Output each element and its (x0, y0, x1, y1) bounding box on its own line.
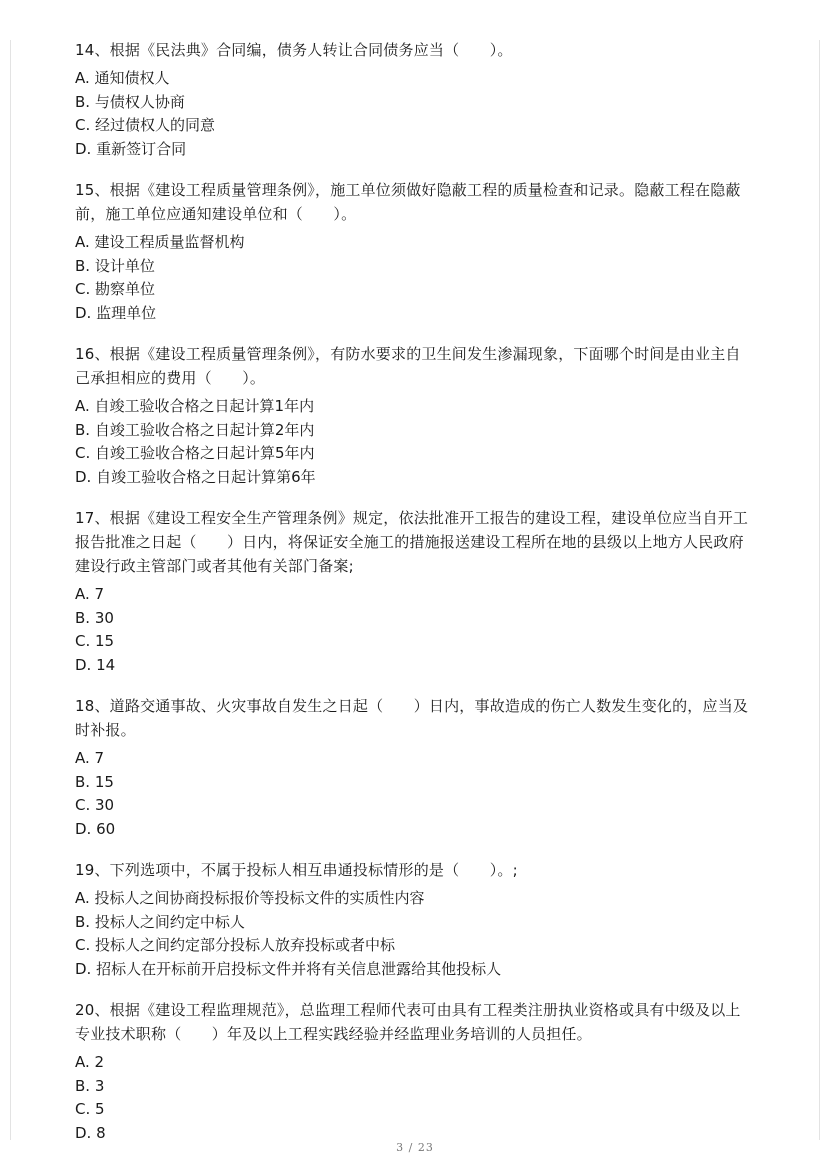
question-stem: 17、根据《建设工程安全生产管理条例》规定，依法批准开工报告的建设工程，建设单位应当自开工报告批准之日起（ ）日内，将保证安全施工的措施报送建设工程所在地的县级以上地方人民政府建设行政主管部门或者其他有关部门备案; (75, 509, 749, 575)
option-c: C. 5 (75, 1100, 105, 1118)
question-stem: 15、根据《建设工程质量管理条例》，施工单位须做好隐蔽工程的质量检查和记录。隐蔽工程在隐蔽前，施工单位应通知建设单位和（ ）。 (75, 181, 741, 223)
option-b: B. 30 (75, 608, 114, 627)
option-a: A. 2 (75, 1053, 105, 1071)
option-d: D. 60 (75, 819, 116, 838)
question-16 (75, 342, 755, 489)
option-d: D. 重新签订合同 (75, 139, 187, 158)
question-stem: 14、根据《民法典》合同编，债务人转让合同债务应当（ ）。 (75, 41, 513, 59)
option-a: A. 建设工程质量监督机构 (75, 233, 245, 251)
option-d: D. 8 (75, 1123, 106, 1142)
option-d: D. 招标人在开标前开启投标文件并将有关信息泄露给其他投标人 (75, 959, 502, 978)
option-c: C. 30 (75, 796, 115, 814)
question-list (75, 38, 755, 1162)
question-17 (75, 506, 755, 677)
page-border-left (10, 40, 11, 1140)
page-number: 3 / 23 (396, 1141, 434, 1154)
option-b: B. 15 (75, 772, 114, 791)
question-14 (75, 38, 755, 161)
question-18 (75, 694, 755, 841)
question-stem: 19、下列选项中，不属于投标人相互串通投标情形的是（ ）。; (75, 861, 518, 879)
option-b: B. 自竣工验收合格之日起计算2年内 (75, 420, 315, 439)
option-b: B. 设计单位 (75, 256, 155, 275)
question-stem: 20、根据《建设工程监理规范》，总监理工程师代表可由具有工程类注册执业资格或具有中级及以上专业技术职称（ ）年及以上工程实践经验并经监理业务培训的人员担任。 (75, 1001, 741, 1043)
option-a: A. 投标人之间协商投标报价等投标文件的实质性内容 (75, 889, 425, 907)
option-a: A. 7 (75, 749, 105, 767)
question-stem: 18、道路交通事故、火灾事故自发生之日起（ ）日内，事故造成的伤亡人数发生变化的，应当及时补报。 (75, 697, 749, 739)
option-c: C. 经过债权人的同意 (75, 116, 216, 134)
option-b: B. 投标人之间约定中标人 (75, 912, 245, 931)
option-d: D. 监理单位 (75, 303, 157, 322)
option-b: B. 3 (75, 1076, 105, 1095)
question-15 (75, 178, 755, 325)
option-c: C. 自竣工验收合格之日起计算5年内 (75, 444, 315, 462)
question-stem: 16、根据《建设工程质量管理条例》，有防水要求的卫生间发生渗漏现象，下面哪个时间是由业主自己承担相应的费用（ ）。 (75, 345, 741, 387)
option-a: A. 通知债权人 (75, 69, 170, 87)
option-c: C. 勘察单位 (75, 280, 156, 298)
option-d: D. 14 (75, 655, 116, 674)
page-border-right (819, 40, 820, 1140)
option-c: C. 15 (75, 632, 115, 650)
option-a: A. 自竣工验收合格之日起计算1年内 (75, 397, 315, 415)
option-d: D. 自竣工验收合格之日起计算第6年 (75, 467, 316, 486)
option-b: B. 与债权人协商 (75, 92, 185, 111)
option-a: A. 7 (75, 585, 105, 603)
option-c: C. 投标人之间约定部分投标人放弃投标或者中标 (75, 936, 396, 954)
question-19 (75, 858, 755, 981)
question-20 (75, 998, 755, 1145)
